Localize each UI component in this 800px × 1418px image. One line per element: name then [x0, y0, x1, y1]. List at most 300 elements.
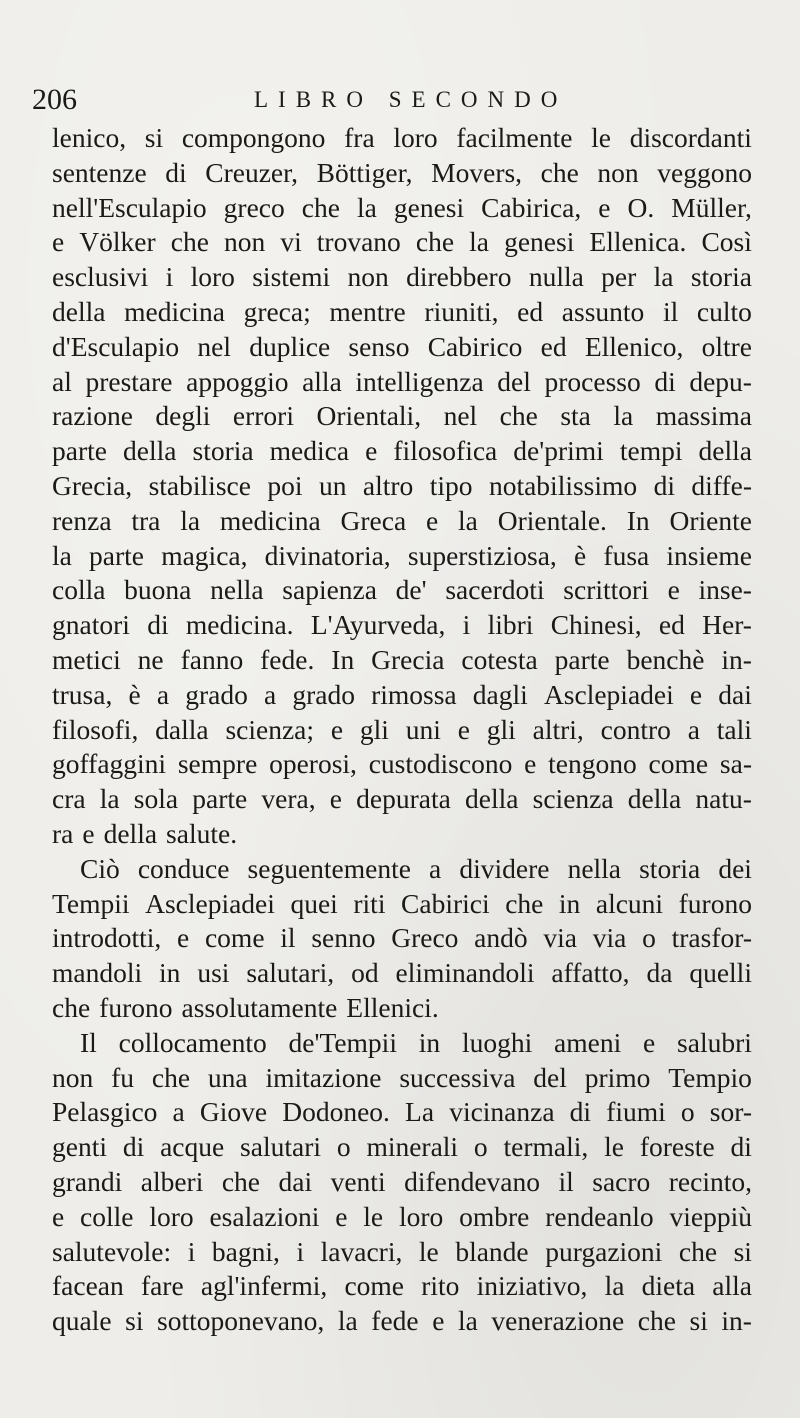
word: che [415, 226, 455, 258]
word: riuniti, [424, 295, 499, 327]
word: vera, [261, 783, 316, 815]
word: e [524, 748, 537, 780]
word: salubri [677, 1026, 752, 1058]
word: direbbero [406, 261, 512, 293]
word: in- [721, 643, 752, 675]
word: il [558, 1165, 574, 1197]
word: greca; [243, 295, 311, 327]
word: salutevole: [52, 1235, 172, 1267]
word: parte [554, 643, 610, 675]
word: che [505, 887, 544, 919]
word: Dodoneo. [282, 1096, 390, 1128]
word: de'primi [513, 435, 604, 467]
text-line [52, 1200, 752, 1235]
word: prestare [85, 365, 173, 397]
word: mentre [329, 295, 406, 327]
word: della [465, 783, 519, 815]
word: e [177, 922, 190, 954]
word: e [425, 504, 439, 536]
text-line [52, 1165, 752, 1200]
word: difendevano [404, 1165, 540, 1197]
word: grandi [52, 1165, 123, 1197]
word: la [458, 504, 478, 536]
text-line [52, 1130, 752, 1165]
word: trovano [316, 226, 401, 258]
word: della [52, 295, 106, 327]
word: recinto, [668, 1165, 752, 1197]
word: non [224, 226, 266, 258]
word: filosofi, [52, 713, 139, 745]
text-line [52, 365, 752, 400]
word: assolutamente [181, 991, 338, 1023]
word: parte [192, 783, 248, 815]
word: fede. [260, 643, 315, 675]
word: in [159, 957, 181, 989]
text-line [52, 121, 752, 156]
word: non [347, 261, 389, 293]
word: ne [137, 643, 164, 675]
word: in- [721, 1305, 752, 1337]
word: ra [52, 817, 74, 849]
word: ameni [554, 1026, 622, 1058]
word: magica, [161, 539, 248, 571]
word: culto [696, 295, 752, 327]
word: alla [712, 1270, 752, 1302]
word: di [653, 469, 675, 501]
word: od [351, 957, 379, 989]
word: dai [718, 678, 752, 710]
word: gnatori [52, 609, 130, 641]
word: la [613, 400, 634, 432]
word: Creuzer, [205, 156, 299, 188]
word: dividere [459, 852, 550, 884]
word: foreste [639, 1131, 715, 1163]
word: processo [544, 365, 641, 397]
word: quelli [689, 957, 752, 989]
word: via [543, 922, 577, 954]
word: Ellenico, [584, 330, 684, 362]
word: la [469, 226, 489, 258]
word: nulla [528, 261, 584, 293]
word: colla [52, 574, 106, 606]
word: d'Esculapio [52, 330, 180, 362]
word: sa- [719, 748, 752, 780]
text-line [52, 1304, 752, 1339]
word: termali, [503, 1131, 589, 1163]
word: inse- [698, 574, 752, 606]
word: usi [197, 957, 230, 989]
word: fede [371, 1305, 419, 1337]
word: o [473, 1131, 488, 1163]
word: veggono [657, 156, 752, 188]
text-line [52, 573, 752, 608]
word: il [280, 922, 296, 954]
word: che [151, 1061, 191, 1093]
word: alberi [140, 1165, 204, 1197]
word: mandoli [52, 957, 143, 989]
word: In [626, 504, 650, 536]
word: Cabirica, [481, 191, 582, 223]
word: scrittori [563, 574, 649, 606]
word: loro [149, 1200, 194, 1232]
word: in [418, 1026, 441, 1058]
word: Movers, [431, 156, 523, 188]
word: esalazioni [209, 1200, 320, 1232]
word: imitazione [265, 1061, 382, 1093]
word: nella [567, 852, 622, 884]
word: a [156, 678, 170, 710]
word: nel [197, 330, 231, 362]
word: che [678, 1235, 718, 1267]
word: Oriente [669, 504, 752, 536]
word: Il [80, 1026, 97, 1058]
word: Tempii [52, 887, 130, 919]
word: una [207, 1061, 248, 1093]
word: buona [124, 574, 192, 606]
word: di [654, 365, 676, 397]
word: contro [600, 713, 671, 745]
word: Tempio [668, 1061, 752, 1093]
word: grado [185, 678, 248, 710]
word: fare [140, 1270, 184, 1302]
word: fu [111, 1061, 135, 1093]
word: divinatoria, [264, 539, 391, 571]
text-line [52, 643, 752, 678]
word: Grecia [371, 643, 445, 675]
word: dei [718, 852, 752, 884]
word: la [337, 1305, 358, 1337]
word: venti [330, 1165, 386, 1197]
word: greco [223, 191, 285, 223]
word: Orientale. [497, 504, 607, 536]
word: quei [290, 887, 338, 919]
word: sapienza [282, 574, 377, 606]
word: le [363, 1200, 384, 1232]
word: è [574, 539, 587, 571]
word: Pelasgico [52, 1096, 158, 1128]
word: benchè [626, 643, 705, 675]
word: tipo [429, 469, 473, 501]
text-line [52, 504, 752, 539]
word: intelligenza [355, 365, 484, 397]
text-line [52, 191, 752, 226]
word: storia [690, 261, 752, 293]
word: e [329, 783, 342, 815]
word: de'Tempii [288, 1026, 397, 1058]
word: affatto, [551, 957, 630, 989]
word: e [330, 713, 344, 745]
word: de' [395, 574, 427, 606]
word: uni [405, 713, 441, 745]
word: oltre [701, 330, 752, 362]
word: il [662, 295, 679, 327]
word: Ellenici. [346, 991, 439, 1023]
text-line [52, 1269, 752, 1304]
word: al [52, 365, 72, 397]
word: medicina. [185, 609, 294, 641]
word: collocamento [118, 1026, 267, 1058]
word: o [680, 1096, 695, 1128]
word: riti [353, 887, 386, 919]
word: furono [99, 991, 173, 1023]
word: cra [52, 783, 86, 815]
word: la [99, 783, 120, 815]
word: salute. [166, 817, 238, 849]
word: salutari, [246, 957, 335, 989]
word: libri [487, 609, 534, 641]
word: sempre [177, 748, 258, 780]
word: e [598, 191, 611, 223]
text-line [52, 399, 752, 434]
word: tengono [548, 748, 637, 780]
word: la [457, 1305, 478, 1337]
word: Greco [391, 922, 459, 954]
word: Asclepiadei [145, 887, 275, 919]
word: e [82, 817, 95, 849]
word: ed [517, 295, 544, 327]
word: vi [280, 226, 302, 258]
word: O. [627, 191, 655, 223]
word: alcuni [595, 887, 664, 919]
text-line [52, 1235, 752, 1270]
word: venerazione [491, 1305, 625, 1337]
word: Ellenica. [589, 226, 687, 258]
word: trusa, [52, 678, 113, 710]
running-title: LIBRO SECONDO [254, 87, 568, 112]
word: si [733, 1235, 752, 1267]
word: via [592, 922, 627, 954]
word: facilmente [456, 122, 573, 153]
word: scienza; [225, 713, 314, 745]
word: successiva [399, 1061, 516, 1093]
word: di [122, 1131, 145, 1163]
word: renza [52, 504, 112, 536]
word: vicinanza [449, 1096, 555, 1128]
word: metici [52, 643, 121, 675]
word: a [687, 713, 700, 745]
word: lenico, [52, 122, 127, 153]
word: Völker [79, 226, 156, 258]
word: un [318, 469, 347, 501]
word: i [165, 261, 174, 293]
word: e [335, 1200, 348, 1232]
word: sottoponevano, [157, 1305, 325, 1337]
word: rendeanlo [545, 1200, 654, 1232]
word: che [221, 1165, 261, 1197]
word: e [457, 713, 470, 745]
word: dieta [641, 1270, 696, 1302]
word: dalla [155, 713, 209, 745]
word: agl'infermi, [200, 1270, 328, 1302]
word: la [356, 191, 377, 223]
word: La [405, 1096, 435, 1128]
text-line [52, 225, 752, 260]
word: i [296, 1235, 305, 1267]
word: e [643, 1026, 656, 1058]
word: acque [160, 1131, 225, 1163]
word: depu- [689, 365, 752, 397]
text-line [52, 991, 752, 1026]
text-line [52, 1061, 752, 1096]
word: dagli [472, 678, 528, 710]
word: loro [190, 261, 235, 293]
word: come [648, 748, 709, 780]
word: la [604, 1270, 625, 1302]
word: furono [678, 887, 752, 919]
word: che [540, 156, 579, 188]
word: Giove [199, 1096, 268, 1128]
word: Grecia, [52, 469, 133, 501]
word: genesi [504, 226, 575, 258]
word: di [147, 609, 169, 641]
word: filosofica [393, 435, 498, 467]
word: e [52, 226, 65, 258]
word: le [591, 122, 611, 153]
word: i [462, 609, 471, 641]
word: fiumi [606, 1096, 666, 1128]
word: della [627, 783, 682, 815]
word: si [689, 1305, 708, 1337]
word: luoghi [461, 1026, 533, 1058]
word: compongono [181, 122, 326, 153]
word: genti [52, 1131, 107, 1163]
word: storia [192, 435, 254, 467]
text-line [52, 295, 752, 330]
word: sta [560, 400, 591, 432]
text-line [52, 678, 752, 713]
word: notabilissimo [488, 469, 638, 501]
word: è [128, 678, 141, 710]
word: Chinesi, [550, 609, 642, 641]
word: andò [474, 922, 528, 954]
word: Asclepiadei [543, 678, 674, 710]
word: Cabirici [401, 887, 490, 919]
word: introdotti, [52, 922, 162, 954]
word: storia [639, 852, 701, 884]
word: sentenze [52, 156, 147, 188]
word: o [336, 1131, 351, 1163]
word: iniziativo, [476, 1270, 588, 1302]
text-line [52, 852, 752, 887]
text-line [52, 1095, 752, 1130]
word: altro [362, 469, 414, 501]
word: gli [486, 713, 516, 745]
word: e [365, 435, 378, 467]
word: quale [52, 1305, 112, 1337]
word: L'Ayurveda, [310, 609, 446, 641]
word: purgazioni [545, 1235, 663, 1267]
word: facean [52, 1270, 124, 1302]
word: bagni, [211, 1235, 280, 1267]
word: che [52, 991, 91, 1023]
word: goffaggini [52, 748, 167, 780]
word: nell'Esculapio [52, 191, 207, 223]
word: senno [311, 922, 376, 954]
word: tali [716, 713, 752, 745]
word: medicina [124, 295, 225, 327]
word: che [301, 191, 340, 223]
word: senso [348, 330, 410, 362]
word: parte [52, 435, 107, 467]
word: trasfor- [671, 922, 752, 954]
word: vieppiù [669, 1200, 752, 1232]
text-line [52, 887, 752, 922]
word: insieme [666, 539, 752, 571]
word: i [187, 1235, 196, 1267]
word: medica [269, 435, 350, 467]
word: a [263, 678, 277, 710]
word: fra [344, 122, 375, 153]
word: genesi [393, 191, 465, 223]
word: Greca [340, 504, 407, 536]
text-line [52, 330, 752, 365]
word: o [642, 922, 656, 954]
word: ed [658, 609, 685, 641]
word: la [653, 261, 674, 293]
word: esclusivi [52, 261, 149, 293]
word: loro [398, 1200, 444, 1232]
word: ombre [459, 1200, 530, 1232]
word: stabilisce [148, 469, 251, 501]
body-text [52, 121, 752, 1339]
text-line [52, 260, 752, 295]
word: le [604, 1131, 624, 1163]
word: che [170, 226, 209, 258]
word: primo [584, 1061, 651, 1093]
text-line [52, 469, 752, 504]
word: discordanti [629, 122, 752, 153]
word: errori [232, 400, 294, 432]
word: superstiziosa, [407, 539, 557, 571]
word: che [499, 400, 538, 432]
word: seguentemente [247, 852, 411, 884]
word: blande [455, 1235, 529, 1267]
word: tra [131, 504, 161, 536]
word: del [497, 365, 531, 397]
word: Böttiger, [316, 156, 413, 188]
word: la [180, 504, 201, 536]
word: alla [302, 365, 342, 397]
word: le [418, 1235, 439, 1267]
word: cotesta [461, 643, 538, 675]
word: di [165, 156, 187, 188]
text-line [52, 782, 752, 817]
word: si [144, 122, 164, 153]
word: tempi [619, 435, 683, 467]
word: nel [443, 400, 478, 432]
word: Ciò [80, 852, 120, 884]
word: medicina [219, 504, 321, 536]
word: non [52, 1061, 94, 1093]
word: dai [278, 1165, 313, 1197]
word: altri, [532, 713, 584, 745]
word: loro [393, 122, 438, 153]
word: salutari [240, 1131, 321, 1163]
word: Her- [702, 609, 752, 641]
word: gli [359, 713, 389, 745]
word: di [569, 1096, 592, 1128]
word: e [667, 574, 680, 606]
word: Müller, [671, 191, 752, 223]
word: di [730, 1131, 752, 1163]
word: depurata [356, 783, 451, 815]
word: sistemi [252, 261, 331, 293]
page-number: 206 [32, 83, 77, 116]
text-line [52, 817, 752, 852]
word: assunto [561, 295, 645, 327]
word: a [429, 852, 442, 884]
text-line [52, 539, 752, 574]
